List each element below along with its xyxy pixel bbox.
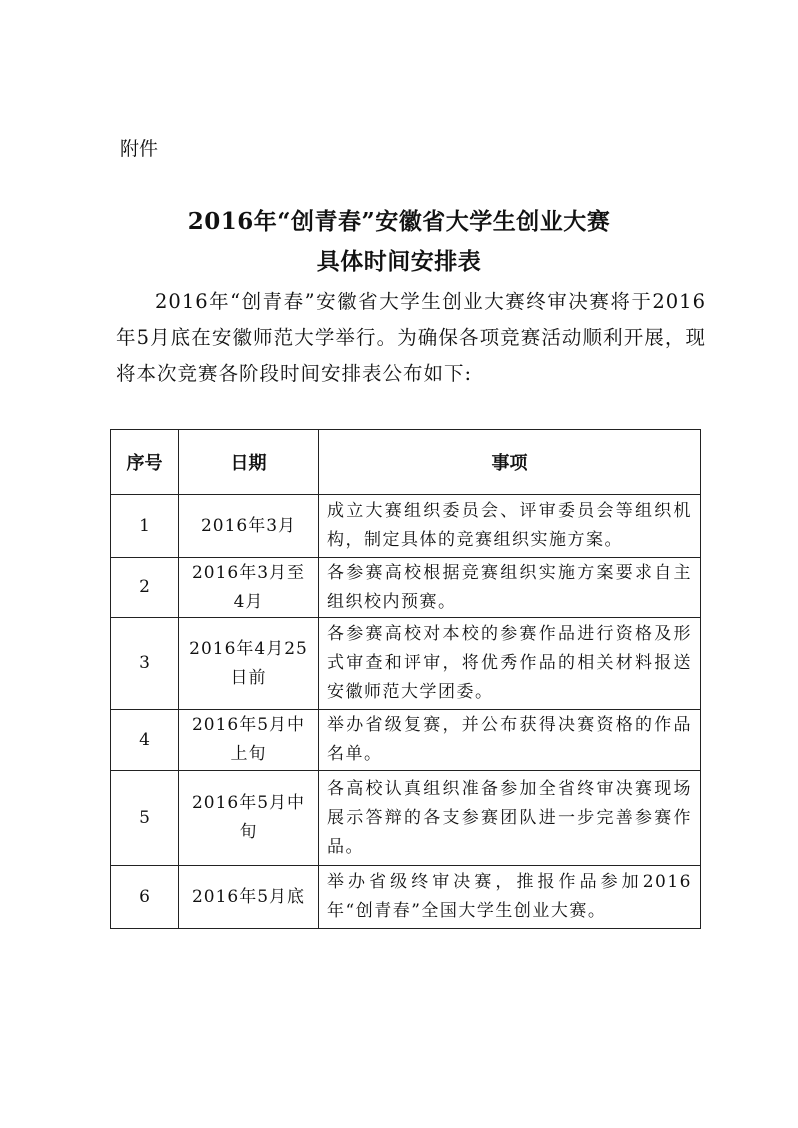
row-date: 2016年5月中旬 [179, 771, 319, 866]
row-date: 2016年4月25日前 [179, 618, 319, 710]
row-item: 成立大赛组织委员会、评审委员会等组织机构，制定具体的竞赛组织实施方案。 [319, 495, 701, 558]
row-date: 2016年5月底 [179, 866, 319, 929]
row-number: 1 [111, 495, 179, 558]
table-row [111, 771, 701, 866]
attachment-label: 附件 [120, 138, 159, 160]
table-row [111, 866, 701, 929]
row-item: 各高校认真组织准备参加全省终审决赛现场展示答辩的各支参赛团队进一步完善参赛作品。 [319, 771, 701, 866]
row-date: 2016年5月中上旬 [179, 710, 319, 771]
row-number: 6 [111, 866, 179, 929]
row-date: 2016年3月 [179, 495, 319, 558]
header-date: 日期 [179, 430, 319, 495]
table-row [111, 495, 701, 558]
row-item: 各参赛高校根据竞赛组织实施方案要求自主组织校内预赛。 [319, 558, 701, 618]
row-item: 举办省级终审决赛，推报作品参加2016年“创青春”全国大学生创业大赛。 [319, 866, 701, 929]
intro-paragraph: 2016年“创青春”安徽省大学生创业大赛终审决赛将于2016年5月底在安徽师范大学举行。为确保各项竞赛活动顺利开展，现将本次竞赛各阶段时间安排表公布如下: [116, 290, 706, 385]
row-number: 4 [111, 710, 179, 771]
row-date: 2016年3月至4月 [179, 558, 319, 618]
header-item: 事项 [319, 430, 701, 495]
table-header-row [111, 430, 701, 495]
header-number: 序号 [111, 430, 179, 495]
row-number: 3 [111, 618, 179, 710]
document-title: 2016年“创青春”安徽省大学生创业大赛 [187, 208, 611, 235]
table-row [111, 710, 701, 771]
table-row [111, 558, 701, 618]
table-row [111, 618, 701, 710]
row-item: 各参赛高校对本校的参赛作品进行资格及形式审查和评审，将优秀作品的相关材料报送安徽师范大学团委。 [319, 618, 701, 710]
row-number: 2 [111, 558, 179, 618]
schedule-table [110, 429, 701, 929]
document-subtitle: 具体时间安排表 [316, 248, 482, 275]
row-item: 举办省级复赛，并公布获得决赛资格的作品名单。 [319, 710, 701, 771]
row-number: 5 [111, 771, 179, 866]
